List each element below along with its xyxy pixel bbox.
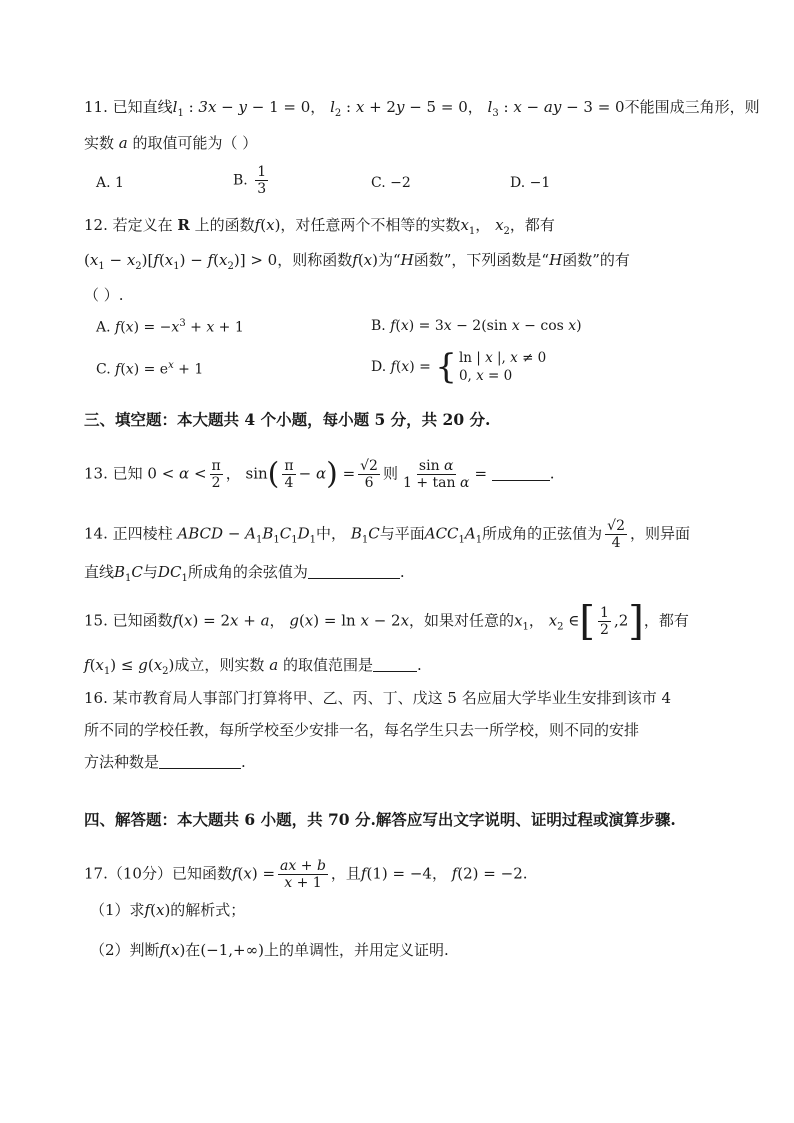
q15-line2: $f(x_1) \le g(x_2)$成立，则实数 a 的取值范围是 . <box>84 656 422 677</box>
q12-option-c: C. $f(x) = e^x + 1$ <box>96 360 204 378</box>
math: l <box>172 98 178 116</box>
q13-line: 13. 已知 0 < α < $\frac{\pi}{2}$ ， sin( $\frac{\pi}{4}$ − α) = $\frac{√2}{6}$ 则 $\frac{\text{sin α}}{\text{1 + tan α}}$ = . <box>84 456 555 492</box>
q12-line2: $(x_1 - x_2)[f(x_1) - f(x_2)] > 0$，则称函数f(x)为“H函数”，下列函数是“H函数”的有 <box>84 251 630 272</box>
q12-option-d: D. f(x) = { ln | x |, x ≠ 0 0, x = 0 <box>371 347 547 387</box>
q11-option-b: B. $\frac{1}{3}$ <box>233 164 267 197</box>
q12-line3: （ ）. <box>84 286 124 304</box>
q16-line3: 方法种数是 . <box>84 753 246 771</box>
q17-part1: （1）求f(x)的解析式； <box>90 901 246 919</box>
q15-line1: 15. 已知函数f(x) = 2x + a， g(x) = ln x − 2x，如果对任意的$x_1$， $x_2$ ∈[ $\frac{1}{2}$ ,2]，都有 <box>84 598 689 645</box>
q11-line1: 11. 已知直线$l_1$ : 3x − y − 1 = 0， $l_2$ : x + 2y − 5 = 0， $l_3$ : x − ay − 3 = 0不能围成三角形，则 <box>84 98 760 119</box>
section-3-heading: 三、填空题：本大题共 4 个小题，每小题 5 分，共 20 分. <box>84 410 491 429</box>
q17-part2: （2）判断f(x)在(−1,+∞)上的单调性，并用定义证明. <box>90 941 449 959</box>
q11-option-d: D. −1 <box>510 175 551 191</box>
q12-option-b: B. f(x) = 3x − 2(sin x − cos x) <box>371 318 582 334</box>
q11-option-c: C. −2 <box>371 175 411 191</box>
section-4-heading: 四、解答题：本大题共 6 小题，共 70 分.解答应写出文字说明、证明过程或演算步骤. <box>84 810 676 829</box>
q16-line2: 所不同的学校任教，每所学校至少安排一名，每名学生只去一所学校，则不同的安排 <box>84 721 640 739</box>
q16-line1: 16. 某市教育局人事部门打算将甲、乙、丙、丁、戊这 5 名应届大学毕业生安排到该市 4 <box>84 689 672 707</box>
q11-line2: 实数 a 的取值可能为（ ） <box>84 134 258 152</box>
q11-option-a: A. 1 <box>96 175 124 191</box>
q12-line1: 12. 若定义在 R 上的函数f(x)，对任意两个不相等的实数$x_1$， $x_2$，都有 <box>84 216 555 237</box>
q14-line1: 14. 正四棱柱 ABCD − $A_1B_1C_1D_1$中， $B_1C$与平面$ACC_1A_1$所成角的正弦值为 $\frac{√2}{4}$ ，则异面 <box>84 518 690 551</box>
q12-option-a: A. $f(x) = -x^3 + x + 1$ <box>96 318 244 336</box>
q17-line1: 17.（10分）已知函数f(x) = $\frac{ax + b}{x + 1}$ ，且f(1) = −4， f(2) = −2. <box>84 858 528 891</box>
q14-line2: 直线$B_1C$与$DC_1$所成角的余弦值为 . <box>84 563 405 584</box>
